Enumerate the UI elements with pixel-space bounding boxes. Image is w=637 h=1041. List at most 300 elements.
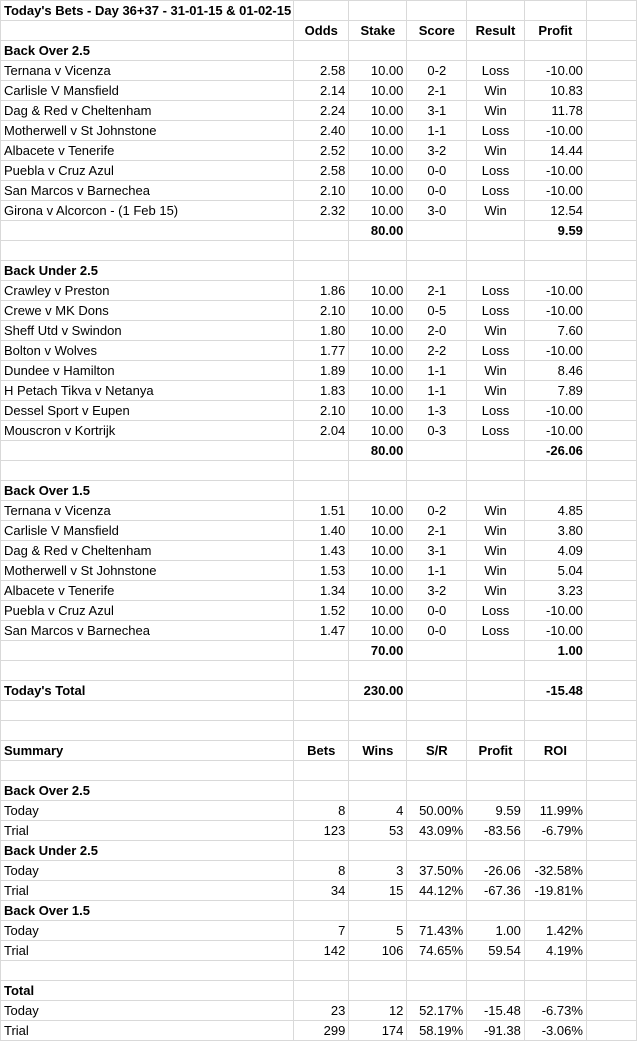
header-wins-cell[interactable]: Wins — [349, 741, 407, 761]
empty-cell[interactable] — [1, 701, 294, 721]
match-cell[interactable]: San Marcos v Barnechea — [1, 621, 294, 641]
empty-cell[interactable] — [524, 721, 586, 741]
score-cell[interactable]: 0-0 — [407, 181, 467, 201]
empty-cell[interactable] — [467, 961, 525, 981]
empty-cell[interactable] — [586, 41, 636, 61]
empty-cell[interactable] — [407, 841, 467, 861]
stake-cell[interactable]: 10.00 — [349, 421, 407, 441]
odds-cell[interactable]: 1.47 — [294, 621, 349, 641]
strike-rate-cell[interactable]: 74.65% — [407, 941, 467, 961]
empty-cell[interactable] — [467, 981, 525, 1001]
result-cell[interactable]: Win — [467, 381, 525, 401]
stake-cell[interactable]: 10.00 — [349, 121, 407, 141]
empty-cell[interactable] — [586, 861, 636, 881]
empty-cell[interactable] — [349, 701, 407, 721]
summary-section-heading[interactable]: Total — [1, 981, 294, 1001]
period-cell[interactable]: Today — [1, 801, 294, 821]
empty-cell[interactable] — [1, 721, 294, 741]
empty-cell[interactable] — [586, 341, 636, 361]
profit-cell[interactable]: 11.78 — [524, 101, 586, 121]
match-cell[interactable]: Girona v Alcorcon - (1 Feb 15) — [1, 201, 294, 221]
roi-cell[interactable]: -6.79% — [524, 821, 586, 841]
match-cell[interactable]: Sheff Utd v Swindon — [1, 321, 294, 341]
summary-section-heading[interactable]: Back Under 2.5 — [1, 841, 294, 861]
wins-cell[interactable]: 174 — [349, 1021, 407, 1041]
empty-cell[interactable] — [586, 781, 636, 801]
empty-cell[interactable] — [467, 681, 525, 701]
result-cell[interactable]: Loss — [467, 341, 525, 361]
period-cell[interactable]: Today — [1, 921, 294, 941]
score-cell[interactable]: 0-2 — [407, 501, 467, 521]
empty-cell[interactable] — [349, 481, 407, 501]
empty-cell[interactable] — [467, 701, 525, 721]
stake-cell[interactable]: 10.00 — [349, 201, 407, 221]
empty-cell[interactable] — [586, 301, 636, 321]
empty-cell[interactable] — [294, 841, 349, 861]
roi-cell[interactable]: -6.73% — [524, 1001, 586, 1021]
empty-cell[interactable] — [294, 961, 349, 981]
header-odds-cell[interactable]: Odds — [294, 21, 349, 41]
period-cell[interactable]: Today — [1, 1001, 294, 1021]
score-cell[interactable]: 0-0 — [407, 601, 467, 621]
odds-cell[interactable]: 1.40 — [294, 521, 349, 541]
empty-cell[interactable] — [586, 581, 636, 601]
empty-cell[interactable] — [349, 841, 407, 861]
match-cell[interactable]: Dag & Red v Cheltenham — [1, 101, 294, 121]
todays-total-label[interactable]: Today's Total — [1, 681, 294, 701]
empty-cell[interactable] — [407, 961, 467, 981]
score-cell[interactable]: 3-1 — [407, 541, 467, 561]
profit-cell[interactable]: 14.44 — [524, 141, 586, 161]
empty-cell[interactable] — [586, 981, 636, 1001]
total-profit-cell[interactable]: 1.00 — [524, 641, 586, 661]
empty-cell[interactable] — [586, 881, 636, 901]
empty-cell[interactable] — [586, 401, 636, 421]
empty-cell[interactable] — [586, 601, 636, 621]
result-cell[interactable]: Win — [467, 521, 525, 541]
profit-cell[interactable]: 3.80 — [524, 521, 586, 541]
stake-cell[interactable]: 10.00 — [349, 401, 407, 421]
stake-cell[interactable]: 10.00 — [349, 581, 407, 601]
profit-cell[interactable]: -91.38 — [467, 1021, 525, 1041]
profit-cell[interactable]: 4.09 — [524, 541, 586, 561]
empty-cell[interactable] — [349, 761, 407, 781]
result-cell[interactable]: Win — [467, 541, 525, 561]
todays-total-stake[interactable]: 230.00 — [349, 681, 407, 701]
empty-cell[interactable] — [586, 921, 636, 941]
score-cell[interactable]: 0-3 — [407, 421, 467, 441]
bets-cell[interactable]: 299 — [294, 1021, 349, 1041]
profit-cell[interactable]: 8.46 — [524, 361, 586, 381]
empty-cell[interactable] — [294, 661, 349, 681]
empty-cell[interactable] — [586, 681, 636, 701]
empty-cell[interactable] — [407, 781, 467, 801]
match-cell[interactable]: Dundee v Hamilton — [1, 361, 294, 381]
empty-cell[interactable] — [586, 721, 636, 741]
empty-cell[interactable] — [294, 701, 349, 721]
empty-cell[interactable] — [524, 981, 586, 1001]
total-profit-cell[interactable]: 9.59 — [524, 221, 586, 241]
header-stake-cell[interactable]: Stake — [349, 21, 407, 41]
roi-cell[interactable]: 4.19% — [524, 941, 586, 961]
empty-cell[interactable] — [294, 641, 349, 661]
empty-cell[interactable] — [294, 981, 349, 1001]
match-cell[interactable]: Mouscron v Kortrijk — [1, 421, 294, 441]
empty-cell[interactable] — [586, 261, 636, 281]
stake-cell[interactable]: 10.00 — [349, 101, 407, 121]
roi-cell[interactable]: -3.06% — [524, 1021, 586, 1041]
odds-cell[interactable]: 1.83 — [294, 381, 349, 401]
score-cell[interactable]: 2-1 — [407, 521, 467, 541]
odds-cell[interactable]: 2.10 — [294, 301, 349, 321]
empty-cell[interactable] — [407, 241, 467, 261]
match-cell[interactable]: Motherwell v St Johnstone — [1, 121, 294, 141]
strike-rate-cell[interactable]: 43.09% — [407, 821, 467, 841]
stake-cell[interactable]: 10.00 — [349, 81, 407, 101]
match-cell[interactable]: Puebla v Cruz Azul — [1, 161, 294, 181]
match-cell[interactable]: Carlisle V Mansfield — [1, 81, 294, 101]
result-cell[interactable]: Win — [467, 201, 525, 221]
bets-cell[interactable]: 142 — [294, 941, 349, 961]
empty-cell[interactable] — [524, 901, 586, 921]
score-cell[interactable]: 0-2 — [407, 61, 467, 81]
empty-cell[interactable] — [586, 281, 636, 301]
wins-cell[interactable]: 5 — [349, 921, 407, 941]
empty-cell[interactable] — [524, 461, 586, 481]
empty-cell[interactable] — [1, 221, 294, 241]
empty-cell[interactable] — [467, 221, 525, 241]
empty-cell[interactable] — [467, 721, 525, 741]
empty-cell[interactable] — [294, 721, 349, 741]
todays-total-profit[interactable]: -15.48 — [524, 681, 586, 701]
empty-cell[interactable] — [586, 321, 636, 341]
empty-cell[interactable] — [586, 761, 636, 781]
match-cell[interactable]: Crawley v Preston — [1, 281, 294, 301]
empty-cell[interactable] — [586, 461, 636, 481]
header-roi-cell[interactable]: ROI — [524, 741, 586, 761]
empty-cell[interactable] — [294, 901, 349, 921]
stake-cell[interactable]: 10.00 — [349, 361, 407, 381]
match-cell[interactable]: Puebla v Cruz Azul — [1, 601, 294, 621]
empty-cell[interactable] — [586, 1, 636, 21]
odds-cell[interactable]: 2.10 — [294, 401, 349, 421]
empty-cell[interactable] — [407, 681, 467, 701]
header-strike-rate-cell[interactable]: S/R — [407, 741, 467, 761]
odds-cell[interactable]: 2.10 — [294, 181, 349, 201]
empty-cell[interactable] — [467, 241, 525, 261]
match-cell[interactable]: Crewe v MK Dons — [1, 301, 294, 321]
roi-cell[interactable]: 1.42% — [524, 921, 586, 941]
empty-cell[interactable] — [294, 681, 349, 701]
empty-cell[interactable] — [586, 381, 636, 401]
period-cell[interactable]: Trial — [1, 881, 294, 901]
wins-cell[interactable]: 106 — [349, 941, 407, 961]
bets-cell[interactable]: 7 — [294, 921, 349, 941]
empty-cell[interactable] — [586, 141, 636, 161]
stake-cell[interactable]: 10.00 — [349, 301, 407, 321]
score-cell[interactable]: 1-1 — [407, 361, 467, 381]
score-cell[interactable]: 1-1 — [407, 381, 467, 401]
empty-cell[interactable] — [467, 761, 525, 781]
wins-cell[interactable]: 12 — [349, 1001, 407, 1021]
odds-cell[interactable]: 1.52 — [294, 601, 349, 621]
score-cell[interactable]: 3-2 — [407, 141, 467, 161]
total-stake-cell[interactable]: 80.00 — [349, 221, 407, 241]
empty-cell[interactable] — [467, 781, 525, 801]
profit-cell[interactable]: -15.48 — [467, 1001, 525, 1021]
empty-cell[interactable] — [294, 761, 349, 781]
empty-cell[interactable] — [524, 761, 586, 781]
total-stake-cell[interactable]: 70.00 — [349, 641, 407, 661]
score-cell[interactable]: 1-1 — [407, 561, 467, 581]
stake-cell[interactable]: 10.00 — [349, 321, 407, 341]
bets-cell[interactable]: 34 — [294, 881, 349, 901]
empty-cell[interactable] — [586, 61, 636, 81]
empty-cell[interactable] — [586, 161, 636, 181]
empty-cell[interactable] — [1, 241, 294, 261]
empty-cell[interactable] — [294, 241, 349, 261]
result-cell[interactable]: Loss — [467, 61, 525, 81]
stake-cell[interactable]: 10.00 — [349, 521, 407, 541]
result-cell[interactable]: Loss — [467, 181, 525, 201]
bets-cell[interactable]: 123 — [294, 821, 349, 841]
roi-cell[interactable]: 11.99% — [524, 801, 586, 821]
empty-cell[interactable] — [524, 481, 586, 501]
period-cell[interactable]: Trial — [1, 821, 294, 841]
total-stake-cell[interactable]: 80.00 — [349, 441, 407, 461]
result-cell[interactable]: Loss — [467, 161, 525, 181]
profit-cell[interactable]: -10.00 — [524, 421, 586, 441]
strike-rate-cell[interactable]: 52.17% — [407, 1001, 467, 1021]
odds-cell[interactable]: 1.86 — [294, 281, 349, 301]
profit-cell[interactable]: -83.56 — [467, 821, 525, 841]
bets-cell[interactable]: 23 — [294, 1001, 349, 1021]
stake-cell[interactable]: 10.00 — [349, 341, 407, 361]
profit-cell[interactable]: 5.04 — [524, 561, 586, 581]
empty-cell[interactable] — [349, 721, 407, 741]
stake-cell[interactable]: 10.00 — [349, 161, 407, 181]
empty-cell[interactable] — [524, 701, 586, 721]
empty-cell[interactable] — [349, 981, 407, 1001]
header-result-cell[interactable]: Result — [467, 21, 525, 41]
empty-cell[interactable] — [1, 461, 294, 481]
empty-cell[interactable] — [407, 661, 467, 681]
roi-cell[interactable]: -32.58% — [524, 861, 586, 881]
empty-cell[interactable] — [349, 961, 407, 981]
profit-cell[interactable]: -10.00 — [524, 281, 586, 301]
odds-cell[interactable]: 2.32 — [294, 201, 349, 221]
match-cell[interactable]: San Marcos v Barnechea — [1, 181, 294, 201]
odds-cell[interactable]: 1.51 — [294, 501, 349, 521]
empty-cell[interactable] — [586, 81, 636, 101]
empty-cell[interactable] — [294, 781, 349, 801]
result-cell[interactable]: Win — [467, 81, 525, 101]
empty-cell[interactable] — [586, 741, 636, 761]
summary-section-heading[interactable]: Back Over 1.5 — [1, 901, 294, 921]
profit-cell[interactable]: 4.85 — [524, 501, 586, 521]
score-cell[interactable]: 2-1 — [407, 81, 467, 101]
empty-cell[interactable] — [586, 521, 636, 541]
empty-cell[interactable] — [349, 781, 407, 801]
profit-cell[interactable]: 10.83 — [524, 81, 586, 101]
match-cell[interactable]: Dag & Red v Cheltenham — [1, 541, 294, 561]
empty-cell[interactable] — [1, 961, 294, 981]
wins-cell[interactable]: 4 — [349, 801, 407, 821]
profit-cell[interactable]: 12.54 — [524, 201, 586, 221]
empty-cell[interactable] — [524, 961, 586, 981]
empty-cell[interactable] — [586, 101, 636, 121]
empty-cell[interactable] — [586, 821, 636, 841]
match-cell[interactable]: Carlisle V Mansfield — [1, 521, 294, 541]
empty-cell[interactable] — [586, 361, 636, 381]
empty-cell[interactable] — [586, 1021, 636, 1041]
empty-cell[interactable] — [586, 641, 636, 661]
profit-cell[interactable]: -10.00 — [524, 401, 586, 421]
profit-cell[interactable]: -10.00 — [524, 601, 586, 621]
strike-rate-cell[interactable]: 50.00% — [407, 801, 467, 821]
profit-cell[interactable]: -10.00 — [524, 341, 586, 361]
empty-cell[interactable] — [407, 441, 467, 461]
wins-cell[interactable]: 15 — [349, 881, 407, 901]
header-profit-cell[interactable]: Profit — [524, 21, 586, 41]
header-score-cell[interactable]: Score — [407, 21, 467, 41]
result-cell[interactable]: Loss — [467, 121, 525, 141]
empty-cell[interactable] — [524, 41, 586, 61]
period-cell[interactable]: Trial — [1, 1021, 294, 1041]
stake-cell[interactable]: 10.00 — [349, 561, 407, 581]
profit-cell[interactable]: -10.00 — [524, 621, 586, 641]
odds-cell[interactable]: 1.80 — [294, 321, 349, 341]
empty-cell[interactable] — [586, 661, 636, 681]
header-blank[interactable] — [1, 21, 294, 41]
score-cell[interactable]: 1-1 — [407, 121, 467, 141]
odds-cell[interactable]: 2.04 — [294, 421, 349, 441]
empty-cell[interactable] — [1, 441, 294, 461]
profit-cell[interactable]: -10.00 — [524, 61, 586, 81]
empty-cell[interactable] — [586, 1001, 636, 1021]
empty-cell[interactable] — [586, 121, 636, 141]
profit-cell[interactable]: -67.36 — [467, 881, 525, 901]
odds-cell[interactable]: 2.14 — [294, 81, 349, 101]
result-cell[interactable]: Win — [467, 101, 525, 121]
match-cell[interactable]: H Petach Tikva v Netanya — [1, 381, 294, 401]
empty-cell[interactable] — [586, 621, 636, 641]
odds-cell[interactable]: 2.58 — [294, 61, 349, 81]
summary-section-heading[interactable]: Back Over 2.5 — [1, 781, 294, 801]
empty-cell[interactable] — [467, 641, 525, 661]
odds-cell[interactable]: 1.77 — [294, 341, 349, 361]
profit-cell[interactable]: -10.00 — [524, 161, 586, 181]
score-cell[interactable]: 3-1 — [407, 101, 467, 121]
empty-cell[interactable] — [294, 461, 349, 481]
empty-cell[interactable] — [349, 901, 407, 921]
empty-cell[interactable] — [586, 221, 636, 241]
score-cell[interactable]: 2-1 — [407, 281, 467, 301]
empty-cell[interactable] — [294, 441, 349, 461]
empty-cell[interactable] — [524, 781, 586, 801]
empty-cell[interactable] — [524, 241, 586, 261]
profit-cell[interactable]: -10.00 — [524, 121, 586, 141]
stake-cell[interactable]: 10.00 — [349, 281, 407, 301]
empty-cell[interactable] — [586, 701, 636, 721]
empty-cell[interactable] — [586, 961, 636, 981]
empty-cell[interactable] — [467, 441, 525, 461]
empty-cell[interactable] — [407, 221, 467, 241]
empty-cell[interactable] — [407, 701, 467, 721]
odds-cell[interactable]: 2.58 — [294, 161, 349, 181]
stake-cell[interactable]: 10.00 — [349, 181, 407, 201]
empty-cell[interactable] — [467, 841, 525, 861]
empty-cell[interactable] — [586, 481, 636, 501]
empty-cell[interactable] — [294, 261, 349, 281]
empty-cell[interactable] — [407, 461, 467, 481]
empty-cell[interactable] — [407, 761, 467, 781]
empty-cell[interactable] — [407, 41, 467, 61]
empty-cell[interactable] — [586, 181, 636, 201]
empty-cell[interactable] — [349, 1, 407, 21]
empty-cell[interactable] — [467, 1, 525, 21]
result-cell[interactable]: Win — [467, 501, 525, 521]
result-cell[interactable]: Loss — [467, 301, 525, 321]
empty-cell[interactable] — [407, 901, 467, 921]
strike-rate-cell[interactable]: 71.43% — [407, 921, 467, 941]
stake-cell[interactable]: 10.00 — [349, 541, 407, 561]
strike-rate-cell[interactable]: 37.50% — [407, 861, 467, 881]
empty-cell[interactable] — [1, 761, 294, 781]
empty-cell[interactable] — [467, 661, 525, 681]
empty-cell[interactable] — [586, 421, 636, 441]
score-cell[interactable]: 2-0 — [407, 321, 467, 341]
empty-cell[interactable] — [467, 901, 525, 921]
profit-cell[interactable]: 3.23 — [524, 581, 586, 601]
odds-cell[interactable]: 1.89 — [294, 361, 349, 381]
empty-cell[interactable] — [524, 841, 586, 861]
wins-cell[interactable]: 3 — [349, 861, 407, 881]
sheet-title[interactable]: Today's Bets - Day 36+37 - 31-01-15 & 01-02-15 — [1, 1, 294, 21]
match-cell[interactable]: Bolton v Wolves — [1, 341, 294, 361]
profit-cell[interactable]: 7.60 — [524, 321, 586, 341]
stake-cell[interactable]: 10.00 — [349, 601, 407, 621]
empty-cell[interactable] — [586, 841, 636, 861]
empty-cell[interactable] — [407, 721, 467, 741]
empty-cell[interactable] — [586, 441, 636, 461]
empty-cell[interactable] — [407, 981, 467, 1001]
empty-cell[interactable] — [586, 201, 636, 221]
profit-cell[interactable]: -10.00 — [524, 301, 586, 321]
strike-rate-cell[interactable]: 44.12% — [407, 881, 467, 901]
empty-cell[interactable] — [524, 1, 586, 21]
header-bets-cell[interactable]: Bets — [294, 741, 349, 761]
empty-cell[interactable] — [586, 541, 636, 561]
result-cell[interactable]: Loss — [467, 601, 525, 621]
empty-cell[interactable] — [467, 261, 525, 281]
period-cell[interactable]: Today — [1, 861, 294, 881]
score-cell[interactable]: 2-2 — [407, 341, 467, 361]
stake-cell[interactable]: 10.00 — [349, 501, 407, 521]
stake-cell[interactable]: 10.00 — [349, 381, 407, 401]
odds-cell[interactable]: 1.53 — [294, 561, 349, 581]
match-cell[interactable]: Ternana v Vicenza — [1, 501, 294, 521]
match-cell[interactable]: Dessel Sport v Eupen — [1, 401, 294, 421]
empty-cell[interactable] — [349, 241, 407, 261]
empty-cell[interactable] — [524, 261, 586, 281]
empty-cell[interactable] — [294, 41, 349, 61]
empty-cell[interactable] — [586, 241, 636, 261]
empty-cell[interactable] — [294, 221, 349, 241]
match-cell[interactable]: Ternana v Vicenza — [1, 61, 294, 81]
result-cell[interactable]: Loss — [467, 421, 525, 441]
empty-cell[interactable] — [467, 461, 525, 481]
